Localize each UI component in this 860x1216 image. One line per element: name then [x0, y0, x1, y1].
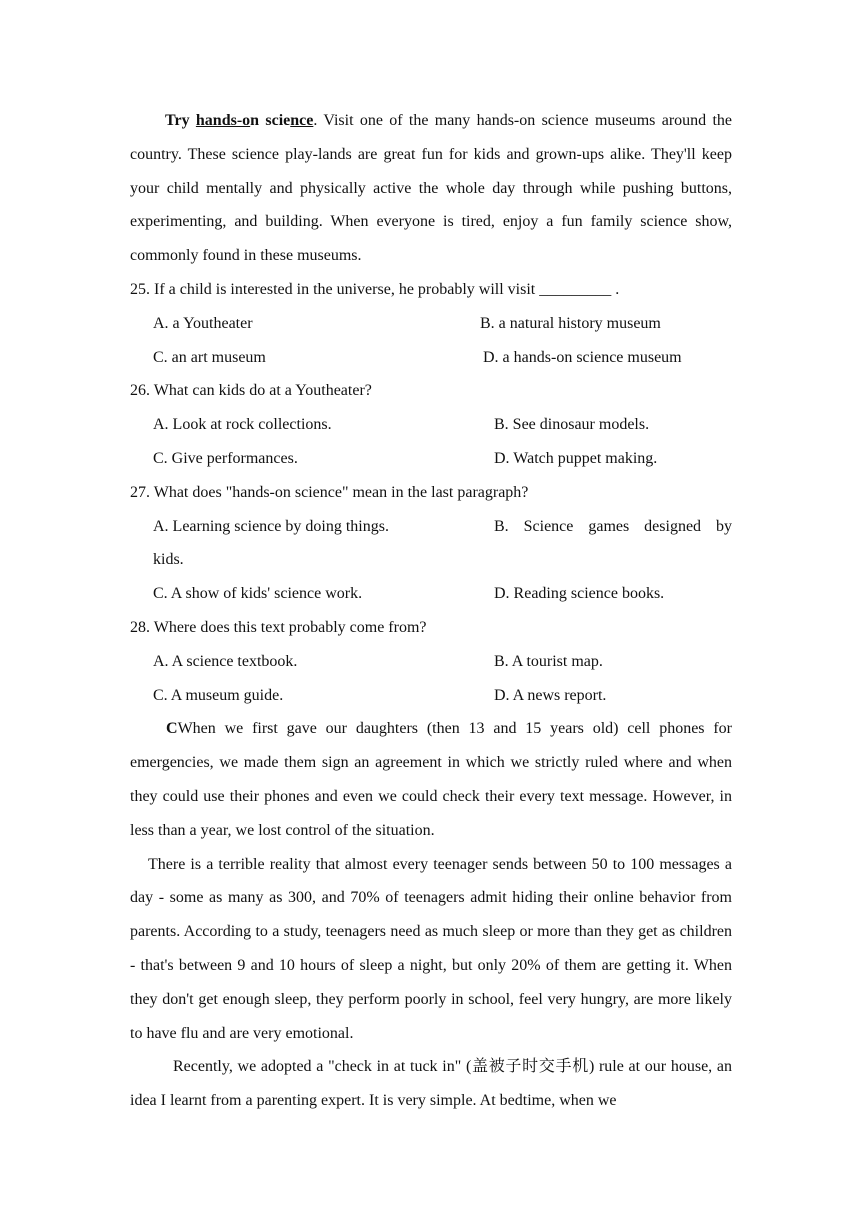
passage-c-paragraph-2: There is a terrible reality that almost every teenager sends between 50 to 100 messages a day - some as many as 300, and 70% of teenagers admit hiding their online behavior from parents. According to a study, teenagers need as much sleep or more than they get as children - that's between 9 and 10 hours of sleep a night, but only 20% of them are getting it. When they don't get enough sleep, they perform poorly in school, feel very hungry, are more likely to have flu and are very emotional. — [130, 855, 732, 1042]
heading-sci: scie — [259, 112, 291, 129]
passage-c-label: C — [166, 720, 178, 738]
question-26-stem: 26. What can kids do at a Youtheater? — [130, 382, 372, 400]
question-28-option-b: B. A tourist map. — [494, 652, 603, 670]
question-28-options-row2 — [130, 679, 732, 713]
passage-c-paragraph-1-text: When we first gave our daughters (then 13 and 15 years old) cell phones for emergencies, we made them sign an agreement in which we strictly ruled where and when they could use their phones and even we could check their every text message. However, in less than a year, we lost control of the situation. — [130, 720, 732, 839]
question-27-option-b-continued: kids. — [153, 551, 184, 569]
question-27-option-b: B. Science games designed by — [494, 517, 732, 535]
question-25-options-row2 — [130, 341, 732, 375]
question-26-option-a: A. Look at rock collections. — [153, 416, 332, 434]
question-27-options-row2 — [130, 577, 732, 611]
question-28-stem: 28. Where does this text probably come from? — [130, 618, 427, 636]
question-26-option-c: C. Give performances. — [153, 449, 298, 467]
heading-try: Try — [165, 112, 196, 129]
passage-c-paragraph-3: Recently, we adopted a "check in at tuck in" (盖被子时交手机) rule at our house, an idea I learnt from a parenting expert. It is very simple. At bedtime, when we — [130, 1058, 732, 1110]
question-25-option-c: C. an art museum — [153, 348, 266, 366]
heading-nce: nce — [290, 112, 314, 129]
heading-n: n — [250, 112, 260, 129]
passage-c-paragraph-1 — [130, 712, 732, 847]
question-25-stem: 25. If a child is interested in the universe, he probably will visit _________ . — [130, 280, 620, 298]
heading-hands-on: hands-o — [195, 112, 251, 129]
question-28-option-a: A. A science textbook. — [153, 652, 298, 670]
paragraph-body: . Visit one of the many hands-on science museums around the country. These science play-lands are great fun for kids and grown-ups alike. They'll keep your child mentally and physically active the whole day through while pushing buttons, experimenting, and building. When everyone is tired, enjoy a fun family science show, commonly found in these museums. — [130, 112, 733, 265]
question-28-option-d: D. A news report. — [494, 686, 607, 704]
question-28-options-row1 — [130, 645, 732, 679]
question-26-option-b: B. See dinosaur models. — [494, 416, 650, 434]
question-27-option-d: D. Reading science books. — [494, 585, 665, 603]
question-26-options-row1 — [130, 408, 732, 442]
question-27-option-c: C. A show of kids' science work. — [153, 585, 363, 603]
question-28-option-c: C. A museum guide. — [153, 686, 284, 704]
paragraph-hands-on-science — [130, 104, 732, 273]
question-27-stem: 27. What does "hands-on science" mean in the last paragraph? — [130, 483, 529, 501]
question-26-options-row2 — [130, 442, 732, 476]
question-25-option-a: A. a Youtheater — [153, 314, 253, 332]
document-page — [130, 104, 732, 1118]
question-27-options-row1 — [130, 510, 732, 544]
question-25-option-d: D. a hands-on science museum — [483, 348, 682, 366]
question-25-options-row1 — [130, 307, 732, 341]
question-27-option-a: A. Learning science by doing things. — [153, 517, 389, 535]
question-25-option-b: B. a natural history museum — [480, 314, 661, 332]
question-26-option-d: D. Watch puppet making. — [494, 449, 658, 467]
